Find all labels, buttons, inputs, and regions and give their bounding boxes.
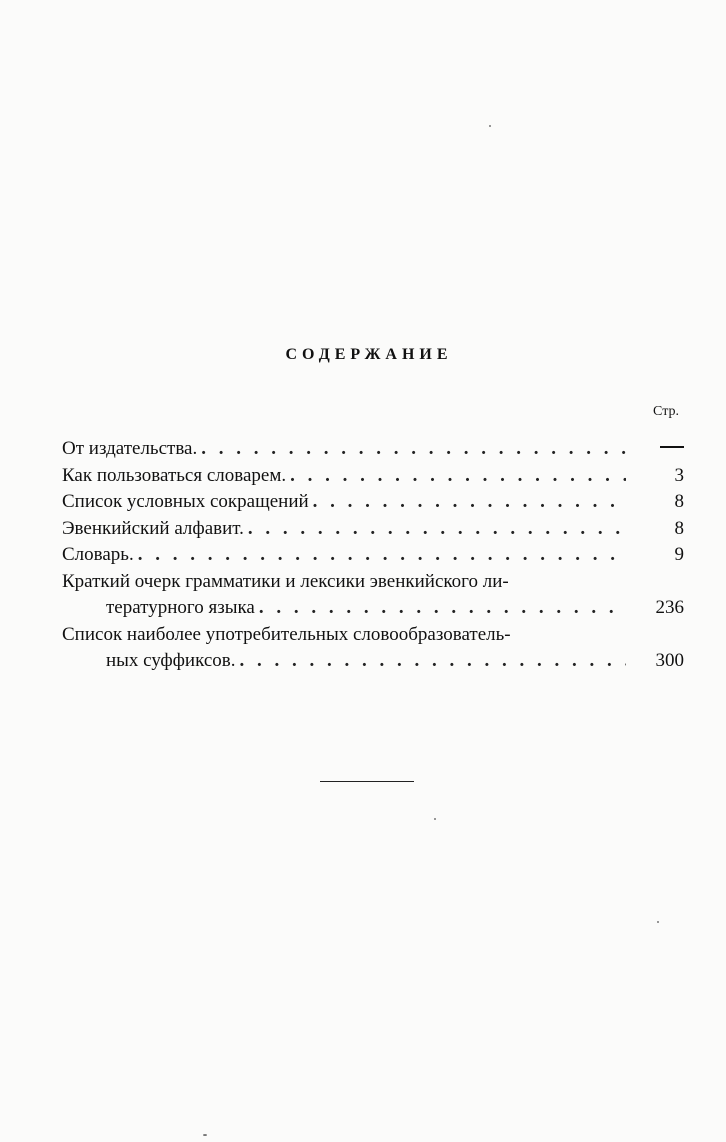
toc-entry-page: 300: [655, 650, 684, 671]
toc-entry-title: Эвенкийский алфавит.: [62, 517, 244, 539]
dot-leader: [248, 516, 626, 543]
toc-entry-line: [62, 569, 684, 596]
toc-entry-page: 3: [674, 464, 684, 486]
toc-entry-page: 8: [674, 517, 684, 539]
toc-entry-page: 9: [674, 544, 684, 565]
toc-entry: [62, 516, 684, 543]
toc-entry: [62, 463, 684, 490]
closing-rule: [320, 781, 414, 782]
dash-mark: [660, 446, 684, 448]
toc-entry-page: 8: [674, 491, 684, 512]
toc-entry-page: [644, 436, 684, 463]
dot-leader: [290, 463, 626, 490]
dot-leader: [201, 436, 626, 463]
toc-entry-line: [62, 622, 684, 649]
dot-leader: [239, 648, 626, 675]
dot-leader: [138, 542, 626, 569]
print-speck: [657, 921, 659, 923]
toc-entry-title-continued: тературного языка: [106, 597, 255, 618]
toc-entry-title: Краткий очерк грамматики и лексики эвенкийского ли-: [62, 570, 509, 592]
toc-entry-page: 236: [655, 597, 684, 618]
page-title: СОДЕРЖАНИЕ: [285, 346, 453, 363]
print-speck: [489, 125, 491, 127]
print-speck: [434, 818, 436, 820]
toc-entry-line: [62, 595, 684, 622]
toc-entry-title: Список условных сокращений: [62, 491, 309, 512]
table-of-contents: [62, 436, 684, 675]
toc-entry-line: [62, 648, 684, 675]
page-column-label: Стр.: [653, 404, 679, 419]
toc-entry-title: От издательства.: [62, 438, 198, 459]
dot-leader: [313, 489, 626, 516]
toc-entry-title: Словарь.: [62, 544, 134, 565]
toc-entry-title: Список наиболее употребительных словообразователь-: [62, 623, 511, 645]
toc-entry: [62, 542, 684, 569]
toc-entry-title-continued: ных суффиксов.: [106, 650, 236, 671]
print-speck: [203, 1134, 207, 1136]
toc-entry: [62, 489, 684, 516]
dot-leader: [259, 595, 626, 622]
toc-entry-title: Как пользоваться словарем.: [62, 464, 287, 486]
toc-entry: [62, 436, 684, 463]
